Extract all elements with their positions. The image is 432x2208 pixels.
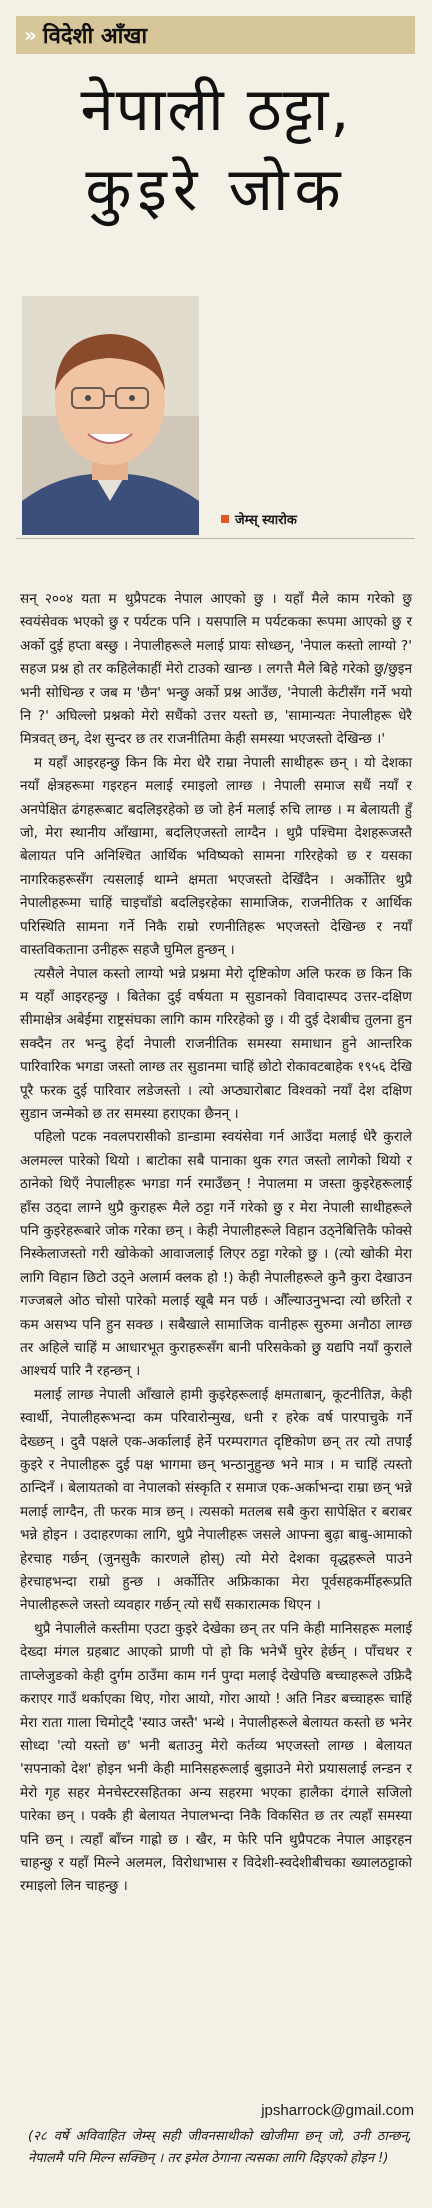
author-name: जेम्स् स्यारोक (235, 513, 297, 528)
author-photo (22, 296, 199, 535)
section-header (16, 16, 415, 54)
author-email: jpsharrock@gmail.com (261, 2102, 414, 2119)
paragraph: म यहाँ आइरहन्छु किन कि मेरा धेरै राम्रा नेपाली साथीहरू छन् । यो देशका नयाँ क्षेत्रहरूमा गइरहन मलाई रमाइलो लाग्छ । नेपाली समाज सधैं नयाँ र अनपेक्षित ढंगहरूबाट बदलिइरहेको छ जो हेर्न मलाई रुचि लाग्छ । म बेलायती हुँ जो, मेरा स्थानीय आँखामा, बदलिएजस्तो लाग्दैन । थुप्रै पश्चिमा देशहरूजस्तै बेलायत पनि अनिश्चित आर्थिक भविष्यको सामना गरिरहेको छ र यसका नागरिकहरूसँग त्यसलाई थाम्ने क्षमता भएजस्तो देखिँदैन । अर्कोतिर थुप्रै नेपालीहरूमा चाहिं चाइचाँडो बदलिइरहेका सामाजिक, राजनीतिक र आर्थिक परिस्थिति सामना गर्ने निकै राम्रो रणनीतिहरू भएजस्तो देखिन्छ र नयाँ वास्तविकताना उनीहरू सहजै घुमिल हुन्छन् । (20, 754, 412, 959)
bullet-square-icon (221, 515, 229, 523)
author-byline (221, 510, 297, 528)
paragraph: थुप्रै नेपालीले कस्तीमा एउटा कुइरे देखेका छन् तर पनि केही मानिसहरू मलाई देख्दा मंगल ग्रहबाट आएको प्राणी पो हो कि भनेभैं घुरेर हेर्छन् । पाँचथर र ताप्लेजुङको केही दुर्गम ठाउँमा काम गर्न पुग्दा मलाई देखेपछि बच्चाहरूले उफ्रिदै कराएर गाउँ थर्काएका थिए, गोरा आयो, गोरा आयो ! अति निडर बच्चाहरू चाहिं मेरा राता गाला चिमोट्दै 'स्याउ जस्तै' भन्थे । नेपालीहरूले बेलायत कस्तो छ भनेर सोध्दा 'त्यो यस्तो छ' भनी बताउनु मेरो कर्तव्य भएजस्तो लाग्छ । बेलायत 'सपनाको देश' होइन भनी केही मानिसहरूलाई बुझाउने मेरो प्रयासलाई लन्डन र मेरो गृह सहर मेनचेस्टरसहितका अन्य सहरमा भएका हालैका दंगाले सजिलो पारेका छन् । पक्कै ही बेलायत नेपालभन्दा निकै विकसित छ तर त्यहाँ समस्या पनि छन् । त्यहाँ बाँच्न गाह्रो छ । खैर, म फेरि पनि थुप्रैपटक नेपाल आइरहन चाहन्छु र यहाँ मिल्ने अलमल, विरोधाभास र विदेशी-स्वदेशीबीचका ख्यालठट्टाको रमाइलो लिन चाहन्छु । (20, 1620, 412, 1895)
paragraph: मलाई लाग्छ नेपाली आँखाले हामी कुइरेहरूलाई क्षमताबान्, कूटनीतिज्ञ, केही स्वार्थी, नेपालीहरूभन्दा कम परिवारोन्मुख, धनी र हरेक वर्ष पारपाचुके गर्ने देख्छन् । दुवै पक्षले एक-अर्कालाई हेर्ने परम्परागत दृष्टिकोण छन् तर त्यो तपाईं कुइरे र नेपालीहरू दुई पक्ष भागमा छन् भन्ठानुहुन्छ भने मात्र । म चाहिं त्यस्तो ठान्दिनँ । बेलायतको वा नेपालको संस्कृति र समाज एक-अर्काभन्दा राम्रा छन् भन्ने मलाई लाग्दैन, ती फरक मात्र छन् । त्यसको मतलब सबै कुरा सापेक्षित र बराबर भन्ने होइन । उदाहरणका लागि, थुप्रै नेपालीहरू जसले आफ्ना बुढ़ा बाबु-आमाको हेरचाह गर्छन् (जुनसुकै कारणले होस्) त्यो मेरो देशका वृद्धहरूले पाउने हेरचाहभन्दा राम्रो हुन्छ । अर्कोतिर अफ्रिकाका मेरा पूर्वसहकर्मीहरूप्रति नेपालीहरूले जस्तो व्यवहार गर्छन् त्यो सधैं सकारात्मक थिएन । (20, 1386, 412, 1614)
byline-divider (16, 538, 415, 539)
article-body (20, 588, 412, 1899)
author-note: (२८ वर्षे अविवाहित जेम्स् सही जीवनसाथीको खोजीमा छन् जो, उनी ठान्छन्, नेपालमै पनि मिल्न सक्छिन् । तर इमेल ठेगाना त्यसका लागि दिइएको होइन !) (28, 2129, 412, 2166)
headline-line-2: कुइरे जोक (85, 155, 347, 225)
paragraph: सन् २००४ यता म थुप्रैपटक नेपाल आएको छु । यहाँ मैले काम गरेको छु स्वयंसेवक भएको छु र पर्यटक पनि । यसपालि म पर्यटकका रूपमा आएको छु र अर्को दुई हप्ता बस्छु । नेपालीहरूले मलाई प्रायः सोध्छन्, 'नेपाल कस्तो लाग्यो ?' सहज प्रश्न हो तर कहिलेकाहीं मेरो टाउको खान्छ । लगत्तै मैले बिहे गरेको छु/छुइन भनी सोधिन्छ र जब म 'छैन' भन्छु अर्को प्रश्न आउँछ, 'नेपाली केटीसँग गर्ने भयो नि ?' अघिल्लो प्रश्नको मेरो सधैंको उत्तर यस्तो छ, 'सामान्यतः नेपालीहरू धेरै मित्रवत् छन्, देश सुन्दर छ तर राजनीतिमा केही समस्या भएजस्तो देखिन्छ ।' (20, 591, 412, 748)
headline-line-1: नेपाली ठट्टा, (80, 75, 352, 145)
paragraph: त्यसैले नेपाल कस्तो लाग्यो भन्ने प्रश्नमा मेरो दृष्टिकोण अलि फरक छ किन कि म यहाँ आइरहन्छु । बितेका दुई वर्षयता म सुडानको विवादास्पद उत्तर-दक्षिण सीमाक्षेत्र अबेईमा राष्ट्रसंघका लागि काम गरिरहेको छु । यी दुई देशबीच तुलना हुन सक्दैन तर भन्दु हेर्दा नेपाली राजनीतिक समस्या समाधान हुने आन्तरिक पारिवारिक भगडा जस्तो लाग्छ तर सुडानमा चाहिं छोटो रोकावटबाहेक १९५६ देखि पूरै फरक दुई पारिवार लडेजस्तो । त्यो अप्ठ्यारोबाट विश्वको नयाँ देश दक्षिण सुडान जन्मेको छ तर समस्या हराएका छैनन् । (20, 965, 412, 1122)
section-label: विदेशी आँखा (42, 24, 148, 49)
double-chevron-icon: » (24, 23, 33, 47)
paragraph: पहिलो पटक नवलपरासीको डान्डामा स्वयंसेवा गर्न आउँदा मलाई धेरै कुराले अलमल्ल पारेको थियो । बाटोका सबै पानाका थुक रगत जस्तो लागेको थियो र ठानेको थिएँ नेपालीहरू भगडा गर्न रमाउँछन् ! नेपालमा म जस्ता कुइरेहरूलाई हाँस उठ्दा लाग्ने थुप्रै कुराहरू मैले ठट्टा गर्ने गरेको छु र मेरा नेपाली साथीहरूले पनि कुइरेहरूबारे जोक गरेका छन् । केही नेपालीहरूले विहान उठ्नेबित्तिकै फोक्से निस्केलाजस्तो गरी खोकेको आवाजलाई लिएर ठट्टा गरेको छु । (त्यो खोकी मेरा लागि विहान छिटो उठ्ने अलार्म क्लक हो !) केही नेपालीहरूले कुनै कुरा देखाउन गज्जबले ओठ चोसो पारेको मलाई खूबै मन पर्छ । औँल्याउनुभन्दा त्यो छरितो र कम असभ्य पनि हुन सक्छ । सबैखाले सामाजिक वानीहरू सुरुमा अनौठा लाग्छ तर अहिले चाहिं म आधारभूत कुराहरूसँग बानी परिसकेको छु यद्यपि नयाँ कुराले आश्चर्य पारि नै रहन्छन् । (20, 1129, 412, 1380)
